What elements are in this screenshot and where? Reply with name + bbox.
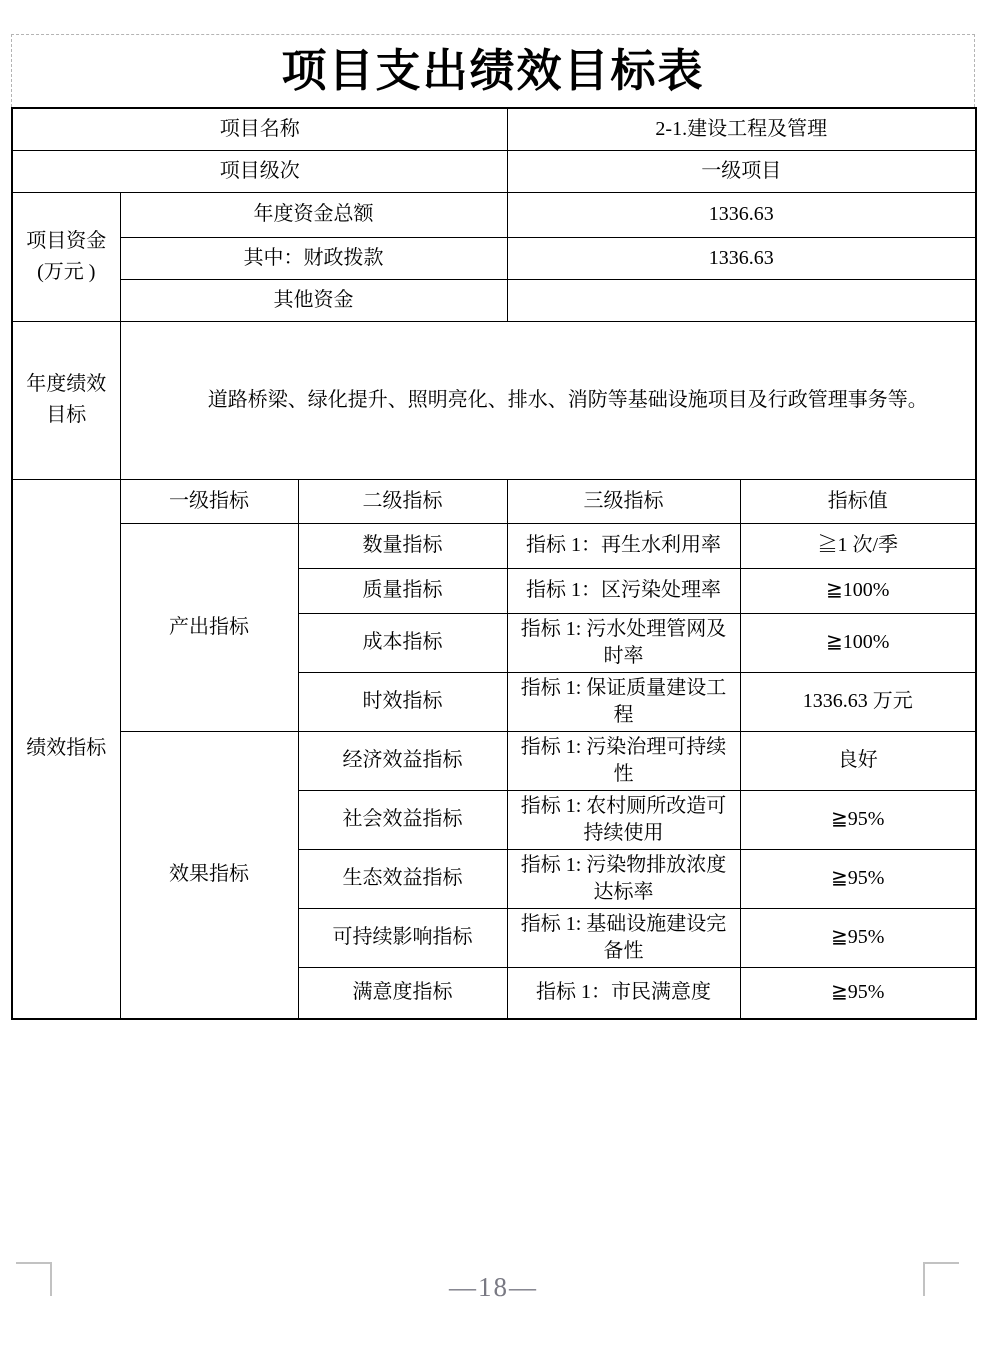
cost-indicator-label: 成本指标	[298, 613, 507, 672]
annual-goal-label-line2: 目标	[46, 404, 87, 426]
social-benefit-indicator-label: 社会效益指标	[298, 790, 507, 849]
project-funds-label-line2: (万元 )	[37, 260, 96, 283]
performance-target-table	[11, 107, 977, 1020]
quality-indicator-value: ≧100%	[740, 568, 976, 613]
cost-indicator-value: ≧100%	[740, 613, 976, 672]
social-benefit-indicator-value: ≧95%	[740, 790, 976, 849]
annual-goal-label	[12, 321, 120, 479]
timeliness-indicator-name: 指标 1: 保证质量建设工程	[507, 672, 740, 731]
quality-indicator-name: 指标 1：区污染处理率	[507, 568, 740, 613]
sustainability-indicator-value: ≧95%	[740, 908, 976, 967]
other-funds-value	[507, 279, 976, 321]
satisfaction-indicator-label: 满意度指标	[298, 967, 507, 1019]
table-row	[12, 523, 976, 568]
social-benefit-indicator-name: 指标 1: 农村厕所改造可持续使用	[507, 790, 740, 849]
title-box	[11, 34, 975, 107]
annual-goal-label-line1: 年度绩效	[26, 373, 107, 395]
table-row	[12, 321, 976, 479]
economic-benefit-indicator-label: 经济效益指标	[298, 731, 507, 790]
other-funds-label: 其他资金	[120, 279, 507, 321]
header-level2: 二级指标	[298, 479, 507, 523]
document-sheet	[11, 34, 975, 1020]
page-title: 项目支出绩效目标表	[281, 45, 705, 96]
table-row	[12, 108, 976, 150]
fiscal-appropriation-label: 其中：财政拨款	[120, 237, 507, 279]
performance-indicators-label: 绩效指标	[12, 479, 120, 1019]
table-row	[12, 731, 976, 790]
ecological-benefit-indicator-name: 指标 1: 污染物排放浓度达标率	[507, 849, 740, 908]
satisfaction-indicator-value: ≧95%	[740, 967, 976, 1019]
economic-benefit-indicator-value: 良好	[740, 731, 976, 790]
quality-indicator-label: 质量指标	[298, 568, 507, 613]
annual-fund-total-label: 年度资金总额	[120, 192, 507, 237]
output-indicators-cell: 产出指标	[120, 523, 298, 731]
table-row	[12, 150, 976, 192]
ecological-benefit-indicator-value: ≧95%	[740, 849, 976, 908]
project-level-value: 一级项目	[507, 150, 976, 192]
header-level1: 一级指标	[120, 479, 298, 523]
fiscal-appropriation-value: 1336.63	[507, 237, 976, 279]
economic-benefit-indicator-name: 指标 1: 污染治理可持续性	[507, 731, 740, 790]
annual-fund-total-value: 1336.63	[507, 192, 976, 237]
table-row	[12, 237, 976, 279]
quantity-indicator-value: ≧1 次/季	[740, 523, 976, 568]
quantity-indicator-label: 数量指标	[298, 523, 507, 568]
timeliness-indicator-label: 时效指标	[298, 672, 507, 731]
header-value: 指标值	[740, 479, 976, 523]
sustainability-indicator-name: 指标 1: 基础设施建设完备性	[507, 908, 740, 967]
project-name-value: 2-1.建设工程及管理	[507, 108, 976, 150]
page-number: —18—	[449, 1272, 538, 1302]
effect-indicators-cell: 效果指标	[120, 731, 298, 1019]
timeliness-indicator-value: 1336.63 万元	[740, 672, 976, 731]
table-row	[12, 192, 976, 237]
cost-indicator-name: 指标 1: 污水处理管网及时率	[507, 613, 740, 672]
header-level3: 三级指标	[507, 479, 740, 523]
table-header-row	[12, 479, 976, 523]
project-funds-label	[12, 192, 120, 321]
annual-goal-content: 道路桥梁、绿化提升、照明亮化、排水、消防等基础设施项目及行政管理事务等。	[120, 321, 976, 479]
project-funds-label-line1: 项目资金	[26, 229, 107, 252]
table-row	[12, 279, 976, 321]
quantity-indicator-name: 指标 1：再生水利用率	[507, 523, 740, 568]
sustainability-indicator-label: 可持续影响指标	[298, 908, 507, 967]
satisfaction-indicator-name: 指标 1：市民满意度	[507, 967, 740, 1019]
project-level-label: 项目级次	[12, 150, 507, 192]
project-name-label: 项目名称	[12, 108, 507, 150]
ecological-benefit-indicator-label: 生态效益指标	[298, 849, 507, 908]
